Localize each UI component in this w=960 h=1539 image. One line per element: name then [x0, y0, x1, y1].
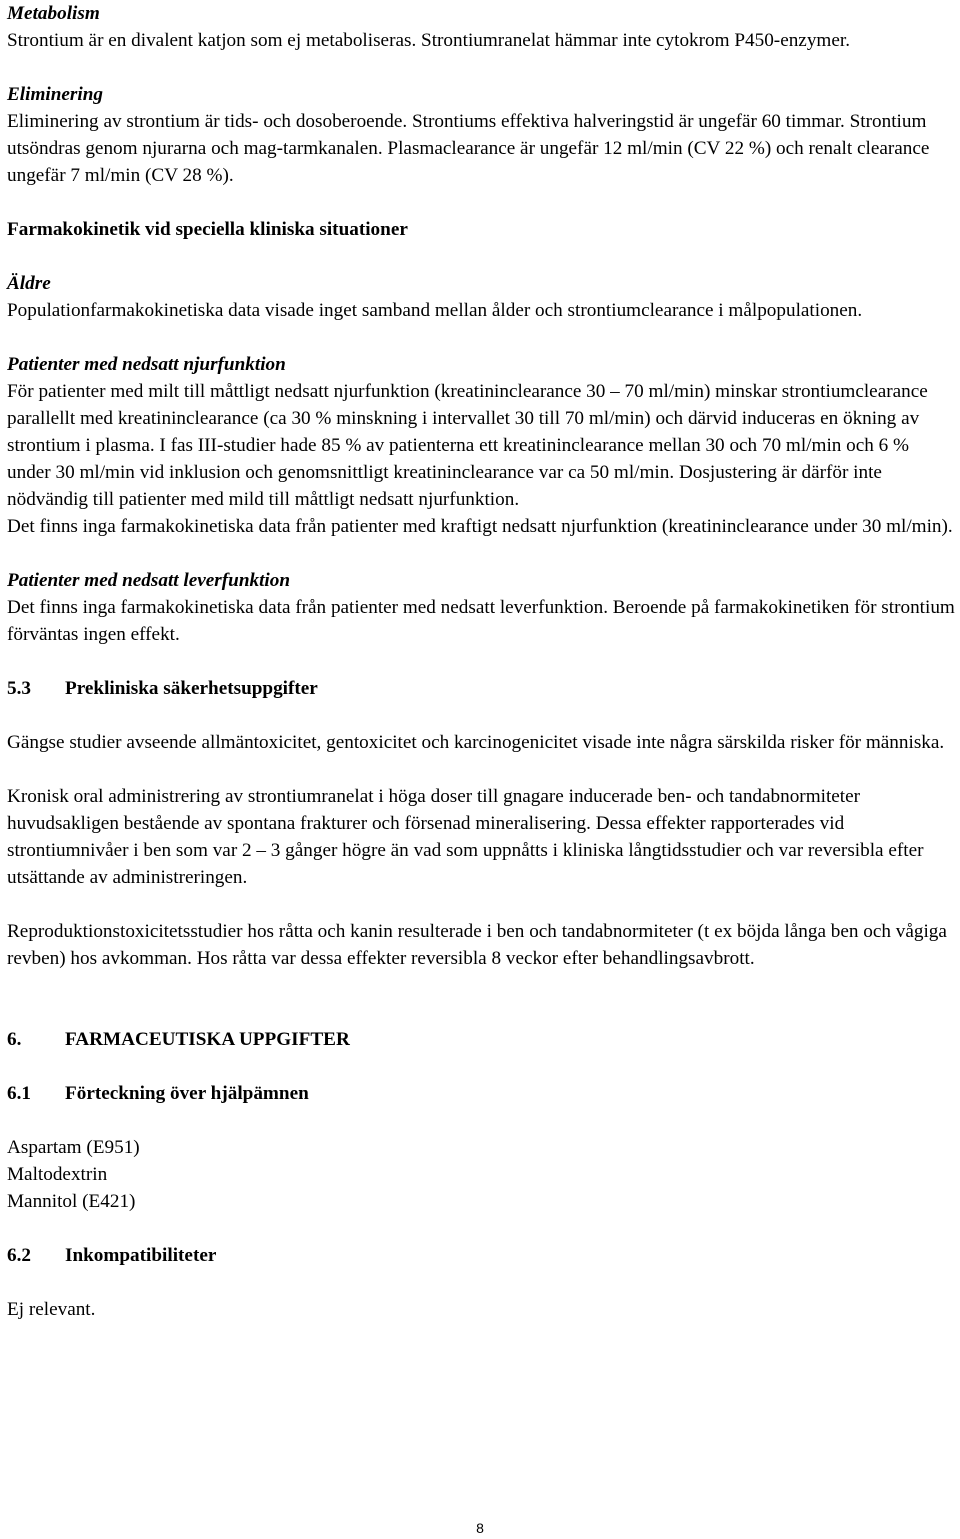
- elimination-heading: Eliminering: [7, 84, 103, 105]
- elimination-text: Eliminering av strontium är tids- och dosoberoende. Strontiums effektiva halveringstid är ungefär 60 timmar. Strontium utsöndras genom njurarna och mag-tarmkanalen. Plasmaclearance är ungefär 12 ml/min (CV 22 %) och renalt clearance ungefär 7 ml/min (CV 28 %).: [7, 111, 930, 186]
- section-number: 6.1: [7, 1083, 31, 1104]
- renal-text-2: Det finns inga farmakokinetiska data från patienter med kraftigt nedsatt njurfunktion (kreatininclearance under 30 ml/min).: [7, 516, 953, 537]
- hepatic-heading: Patienter med nedsatt leverfunktion: [7, 570, 291, 591]
- elderly-text: Populationfarmakokinetiska data visade inget samband mellan ålder och strontiumclearance i målpopulationen.: [7, 300, 863, 321]
- elderly-heading: Äldre: [7, 273, 51, 294]
- incompatibilities-text: Ej relevant.: [7, 1299, 96, 1320]
- section-title: Prekliniska säkerhetsuppgifter: [65, 678, 318, 699]
- section-number: 6.2: [7, 1245, 31, 1266]
- preclinical-para-2: Kronisk oral administrering av strontiumranelat i höga doser till gnagare inducerade ben- och tandabnormiteter huvudsakligen bestående av spontana frakturer och försenad mineralisering. Dessa effekter rapporterades vid strontiumnivåer i ben som var 2 – 3 gånger högre än vad som uppnåtts i kliniska långtidsstudier och var reversibla efter utsättande av administreringen.: [7, 786, 924, 888]
- excipient-item: Aspartam (E951): [7, 1137, 140, 1158]
- excipient-item: Maltodextrin: [7, 1164, 108, 1185]
- document-page: [7, 0, 957, 1323]
- preclinical-para-3: Reproduktionstoxicitetsstudier hos råtta och kanin resulterade i ben och tandabnormiteter (t ex böjda långa ben och vågiga revben) hos avkomman. Hos råtta var dessa effekter reversibla 8 veckor efter behandlingsavbrott.: [7, 921, 947, 969]
- section-5-3-heading: [7, 675, 957, 702]
- section-title: Förteckning över hjälpämnen: [65, 1083, 309, 1104]
- preclinical-para-1: Gängse studier avseende allmäntoxicitet, gentoxicitet och karcinogenicitet visade inte några särskilda risker för människa.: [7, 732, 945, 753]
- section-title: FARMACEUTISKA UPPGIFTER: [65, 1029, 350, 1050]
- hepatic-text: Det finns inga farmakokinetiska data från patienter med nedsatt leverfunktion. Beroende på farmakokinetiken för strontium förväntas ingen effekt.: [7, 597, 955, 645]
- section-6-1-heading: [7, 1080, 957, 1107]
- special-situations-heading: Farmakokinetik vid speciella kliniska situationer: [7, 219, 408, 240]
- section-number: 6.: [7, 1029, 22, 1050]
- page-number: 8: [476, 1520, 484, 1536]
- section-title: Inkompatibiliteter: [65, 1245, 217, 1266]
- metabolism-heading: Metabolism: [7, 3, 100, 24]
- renal-heading: Patienter med nedsatt njurfunktion: [7, 354, 286, 375]
- section-6-2-heading: [7, 1242, 957, 1269]
- renal-text-1: För patienter med milt till måttligt nedsatt njurfunktion (kreatininclearance 30 – 70 ml/min) minskar strontiumclearance parallellt med kreatininclearance (ca 30 % minskning i intervallet 30 till 70 ml/min) och därvid induceras en ökning av strontium i plasma. I fas III-studier hade 85 % av patienterna ett kreatininclearance mellan 30 och 70 ml/min och 6 % under 30 ml/min vid inklusion och genomsnittligt kreatininclearance var ca 50 ml/min. Dosjustering är därför inte nödvändig till patienter med mild till måttligt nedsatt njurfunktion.: [7, 381, 928, 510]
- section-6-heading: [7, 1026, 957, 1053]
- excipient-item: Mannitol (E421): [7, 1191, 136, 1212]
- metabolism-text: Strontium är en divalent katjon som ej metaboliseras. Strontiumranelat hämmar inte cytokrom P450-enzymer.: [7, 30, 850, 51]
- section-number: 5.3: [7, 678, 31, 699]
